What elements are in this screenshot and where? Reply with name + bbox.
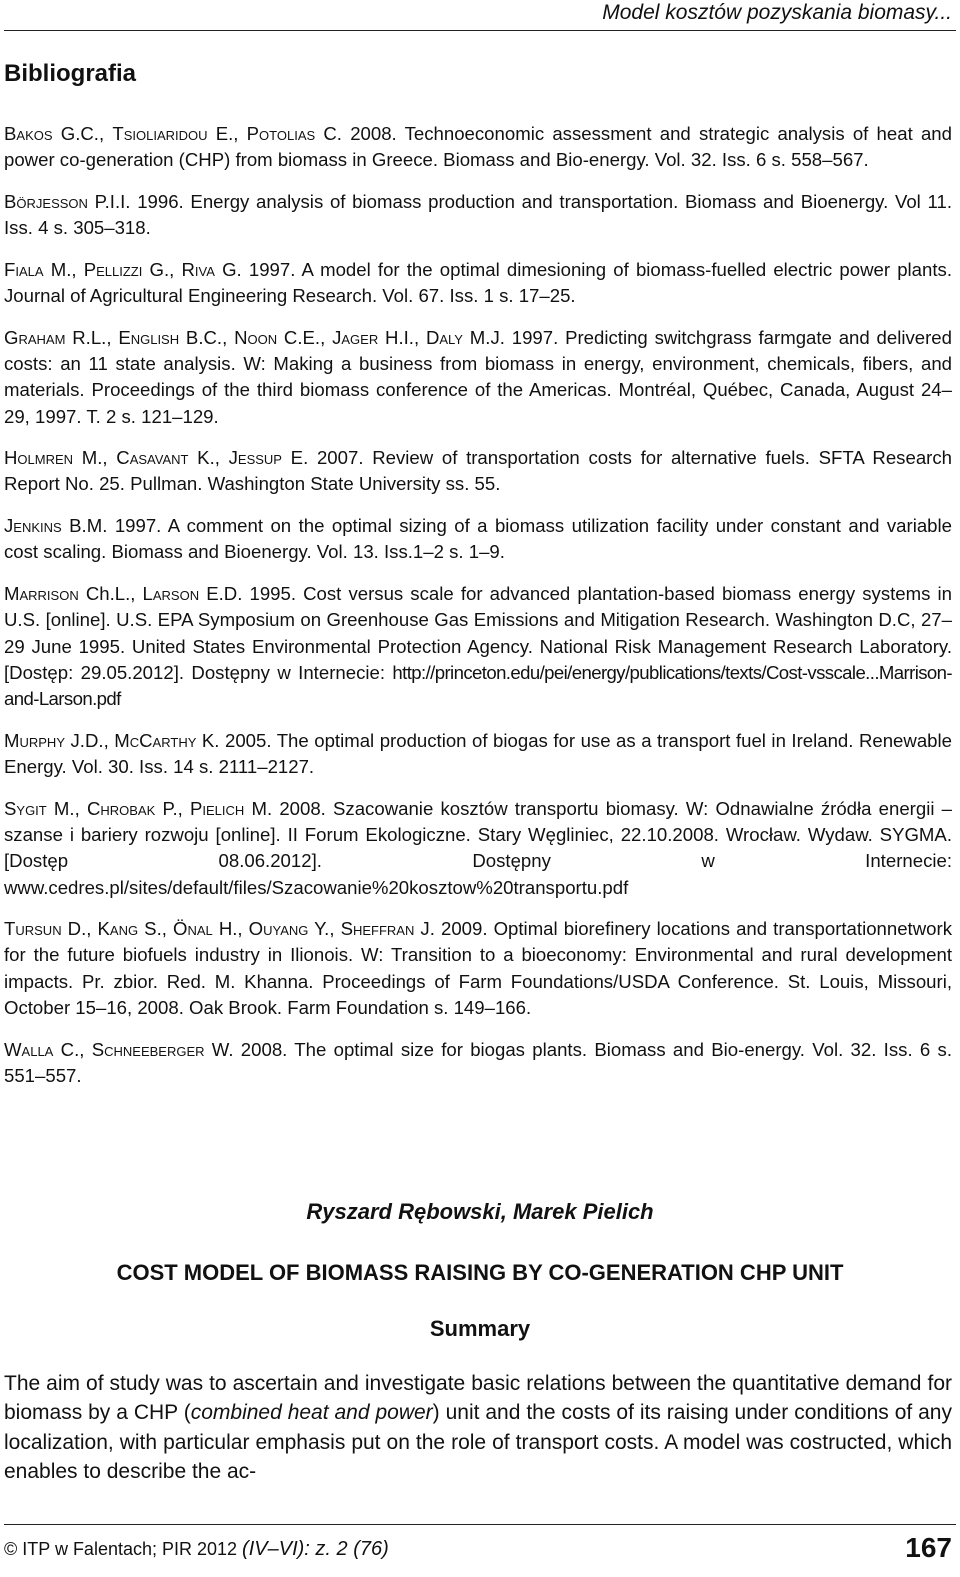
reference-author-initials: G.C., xyxy=(52,123,113,144)
reference-text: 2008. Technoeconomic assessment and strategic analysis of heat and power co-generation (CHP) from biomass in Greece. Biomass and Bio-energy. Vol. 32. Iss. 6 s. 558–567. xyxy=(4,123,952,171)
summary-heading: Summary xyxy=(429,1316,531,1341)
reference-author-initials: P., xyxy=(155,797,190,819)
reference-author-surname: Casavant xyxy=(116,447,189,469)
article-authors: Ryszard Rębowski, Marek Pielich xyxy=(306,1199,654,1224)
footer-citation xyxy=(4,1537,389,1561)
reference-author-surname: Tsioliaridou xyxy=(112,123,208,144)
reference-author-initials: J. xyxy=(414,918,441,940)
reference-author-initials: E., xyxy=(207,123,247,144)
reference-author-surname: Börjesson xyxy=(4,190,88,212)
reference-author-surname: Chrobak xyxy=(86,797,156,819)
reference-author-surname: Noon xyxy=(234,326,278,348)
reference-author-surname: Fiala xyxy=(4,258,44,280)
reference-author-initials: K. xyxy=(196,729,225,751)
reference-text: 1997. A comment on the optimal sizing of a biomass utilization facility under constant and variable cost scaling. Biomass and Bioenergy. Vol. 13. Iss.1–2 s. 1–9. xyxy=(4,515,952,563)
reference-author-initials: K., xyxy=(188,447,229,469)
summary-text-end: ) unit and the costs of its raising under conditions of any localization, with particular emphasis put on the role of transport costs. A model was costructed, which enables to describe the ac- xyxy=(4,1401,952,1483)
reference-entry xyxy=(4,728,952,781)
reference-author-initials: M., xyxy=(43,258,84,280)
reference-author-initials: H., xyxy=(212,918,249,940)
reference-author-initials: M., xyxy=(46,797,87,819)
reference-author-surname: Önal xyxy=(172,918,213,940)
summary-italic-term: combined heat and power xyxy=(190,1401,433,1425)
reference-entry xyxy=(4,445,952,498)
reference-author-surname: Jessup xyxy=(228,447,282,469)
reference-author-surname: Pellizzi xyxy=(83,258,143,280)
reference-author-initials: G. xyxy=(214,258,249,280)
reference-author-surname: Bakos xyxy=(4,123,53,144)
reference-author-initials: E. xyxy=(281,447,317,469)
reference-author-surname: Walla xyxy=(4,1038,54,1060)
reference-text: 2007. Review of transportation costs for alternative fuels. SFTA Research Report No. 25. Pullman. Washington State University ss. 55. xyxy=(4,447,952,495)
reference-author-initials: C., xyxy=(53,1038,92,1060)
reference-author-surname: Jenkins xyxy=(4,515,62,537)
reference-author-surname: Graham xyxy=(4,326,66,348)
reference-entry xyxy=(4,257,952,310)
reference-entry xyxy=(4,325,952,430)
reference-author-surname: Tursun xyxy=(4,918,62,940)
reference-author-surname: Schneeberger xyxy=(91,1038,205,1060)
reference-author-surname: Daly xyxy=(425,326,463,348)
reference-entry xyxy=(4,189,952,242)
summary-text xyxy=(4,1369,952,1486)
reference-author-initials: B.M. xyxy=(61,515,115,537)
footer-publisher: © ITP w Falentach; PIR 2012 xyxy=(4,1539,243,1559)
reference-author-surname: Potolias xyxy=(246,123,316,144)
page-number: 167 xyxy=(905,1532,952,1563)
reference-author-surname: Jager xyxy=(332,326,379,348)
reference-author-initials: M.J. xyxy=(462,326,512,348)
reference-text: 2008. The optimal size for biogas plants. Biomass and Bio-energy. Vol. 32. Iss. 6 s. 551–557. xyxy=(4,1038,952,1086)
footer-issue: (IV–VI): z. 2 (76) xyxy=(242,1538,389,1560)
header-rule xyxy=(4,30,956,31)
reference-author-surname: McCarthy xyxy=(114,729,197,751)
reference-author-initials: J.D., xyxy=(65,729,115,751)
reference-text: 1997. Predicting switchgrass farmgate and delivered costs: an 11 state analysis. W: Making a business from biomass in energy, environment, chemicals, fibers, and materials. Proceedings of the third biomass conference of the Americas. Montréal, Québec, Canada, August 24–29, 1997. T. 2 s. 121–129. xyxy=(4,326,952,427)
reference-author-initials: P.I.I. xyxy=(87,190,138,212)
reference-text: 2008. Szacowanie kosztów transportu biomasy. W: Odnawialne źródła energii – szanse i bariery rozwoju [online]. II Forum Ekologiczne. Stary Węgliniec, 22.10.2008. Wrocław. Wydaw. SYGMA. [Dostęp 08.06.2012]. Dostępny w Internecie: www.cedres.pl/sites/default/files/Szacowanie%20kosztow%20transportu.pdf xyxy=(4,797,952,898)
reference-author-surname: Holmren xyxy=(4,447,74,469)
reference-list xyxy=(4,121,952,1104)
reference-entry xyxy=(4,796,952,901)
footer-rule xyxy=(4,1524,956,1525)
reference-entry xyxy=(4,1037,952,1090)
reference-author-initials: Ch.L., xyxy=(78,582,143,604)
reference-author-surname: English xyxy=(118,326,180,348)
reference-author-initials: G., xyxy=(142,258,182,280)
reference-author-surname: Sygit xyxy=(4,797,47,819)
reference-author-initials: M. xyxy=(244,797,280,819)
reference-entry xyxy=(4,121,952,174)
reference-author-initials: H.I., xyxy=(378,326,426,348)
reference-author-initials: R.L., xyxy=(65,326,119,348)
running-header: Model kosztów pozyskania biomasy... xyxy=(602,1,952,24)
reference-author-initials: B.C., xyxy=(179,326,235,348)
bibliography-heading: Bibliografia xyxy=(4,60,137,87)
reference-entry xyxy=(4,581,952,712)
reference-text: 2009. Optimal biorefinery locations and transportationnetwork for the future biofuels industry in Ilionois. W: Transition to a bioeconomy: Environmental and rural development impacts. Pr. zbior. Red. M. Khanna. Proceedings of Farm Foundations/USDA Conference. St. Louis, Missouri, October 15–16, 2008. Oak Brook. Farm Foundation s. 149–166. xyxy=(4,918,952,1018)
reference-author-initials: C.E., xyxy=(277,326,333,348)
reference-author-initials: S., xyxy=(138,918,173,940)
reference-author-initials: Y., xyxy=(308,918,341,940)
reference-author-surname: Riva xyxy=(181,258,215,280)
reference-url[interactable]: http://princeton.edu/pei/energy/publications/texts/Cost-vsscale...Marrison-and-Larson.pdf xyxy=(4,661,952,710)
reference-entry xyxy=(4,916,952,1021)
reference-author-initials: W. xyxy=(204,1038,241,1060)
reference-author-surname: Murphy xyxy=(4,729,65,751)
reference-author-surname: Larson xyxy=(142,582,200,604)
reference-text: 1996. Energy analysis of biomass production and transportation. Biomass and Bioenergy. Vol 11. Iss. 4 s. 305–318. xyxy=(4,190,952,239)
reference-text: 2005. The optimal production of biogas for use as a transport fuel in Ireland. Renewable Energy. Vol. 30. Iss. 14 s. 2111–2127. xyxy=(4,729,952,778)
article-title: COST MODEL OF BIOMASS RAISING BY CO-GENERATION CHP UNIT xyxy=(116,1260,844,1285)
reference-text: 1997. A model for the optimal dimesioning of biomass-fuelled electric power plants. Journal of Agricultural Engineering Research. Vol. 67. Iss. 1 s. 17–25. xyxy=(4,258,952,307)
reference-entry xyxy=(4,513,952,566)
reference-author-initials: M., xyxy=(73,447,117,469)
reference-author-initials: D., xyxy=(61,918,98,940)
reference-author-surname: Ouyang xyxy=(248,918,309,940)
reference-author-initials: C. xyxy=(315,123,351,144)
reference-text: 1995. Cost versus scale for advanced plantation-based biomass energy systems in U.S. [online]. U.S. EPA Symposium on Greenhouse Gas Emissions and Mitigation Research. Washington D.C, 27–29 June 1995. United States Environmental Protection Agency. National Risk Management Research Laboratory. [Dostęp: 29.05.2012]. Dostępny w Internecie: xyxy=(4,582,952,683)
summary-text-start: The aim of study was to ascertain and investigate basic relations between the quantitative demand for biomass by a CHP ( xyxy=(4,1372,952,1425)
reference-author-initials: E.D. xyxy=(199,582,250,604)
reference-author-surname: Kang xyxy=(97,918,139,940)
reference-author-surname: Marrison xyxy=(4,582,79,604)
reference-author-surname: Sheffran xyxy=(340,918,415,940)
reference-author-surname: Pielich xyxy=(189,797,245,819)
